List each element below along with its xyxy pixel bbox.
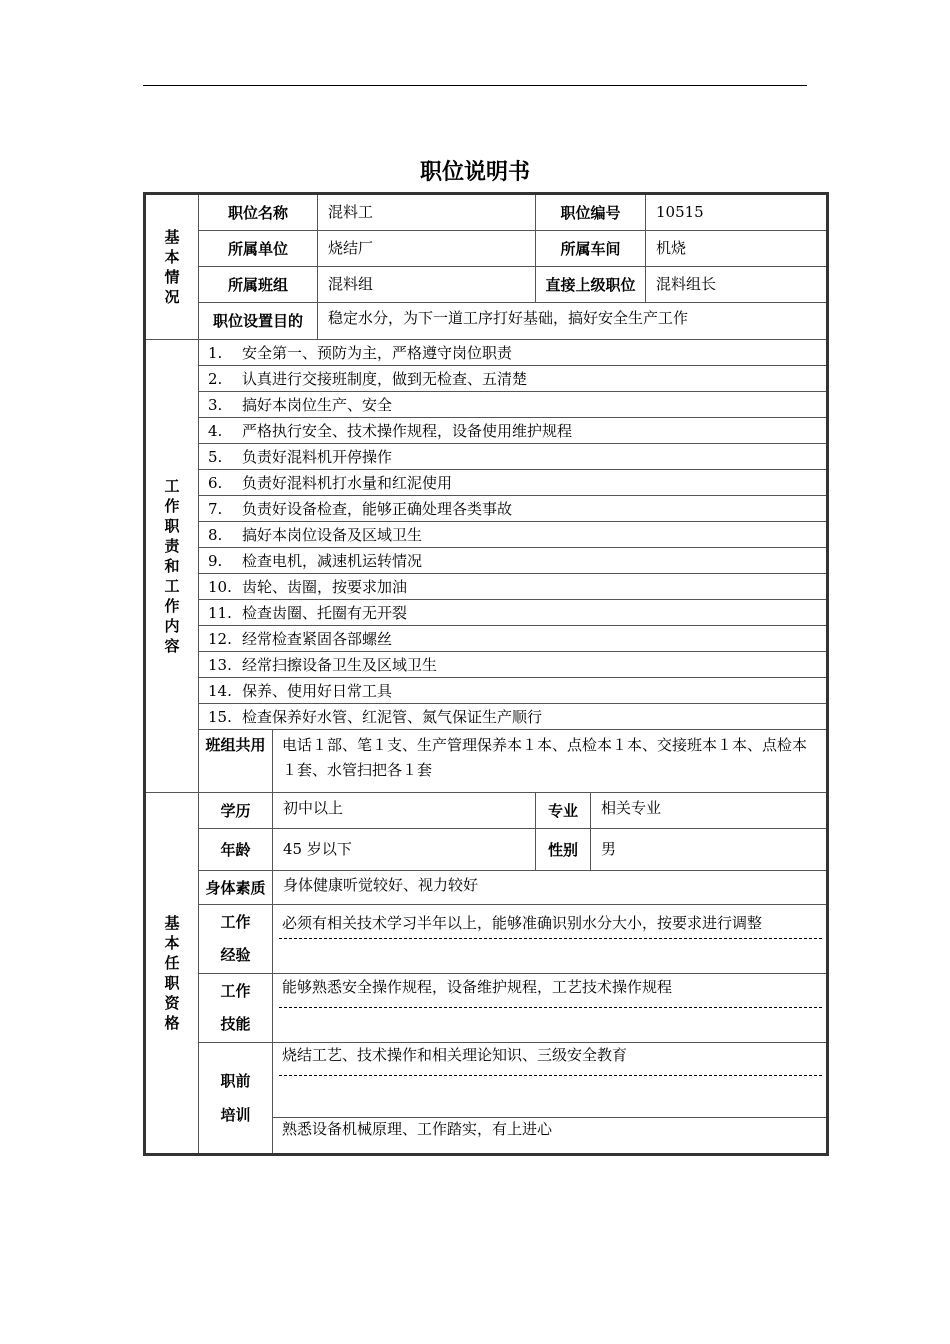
duty-item <box>199 340 826 366</box>
experience-dashed-rule <box>279 938 822 939</box>
duty-list <box>199 340 826 730</box>
duty-text: 经常检查紧固各部螺丝 <box>242 630 393 648</box>
health-value: 身体健康听觉较好、视力较好 <box>273 871 826 905</box>
duty-item <box>199 444 826 470</box>
header-rule <box>143 85 807 86</box>
team-label: 所属班组 <box>199 267 318 303</box>
duty-text: 保养、使用好日常工具 <box>242 682 393 700</box>
experience-label-line1: 工作 <box>220 913 251 931</box>
health-label: 身体素质 <box>199 871 273 905</box>
section-qualifications <box>146 793 199 1153</box>
education-label: 学历 <box>199 793 273 829</box>
duty-text: 搞好本岗位设备及区域卫生 <box>242 526 423 544</box>
training-dashed-rule <box>279 1075 822 1076</box>
unit-value: 烧结厂 <box>318 231 536 267</box>
duty-item <box>199 418 826 444</box>
purpose-label: 职位设置目的 <box>199 303 318 340</box>
supervisor-label: 直接上级职位 <box>536 267 646 303</box>
duty-item <box>199 470 826 496</box>
duty-text: 认真进行交接班制度，做到无检查、五清楚 <box>242 370 528 388</box>
gender-value: 男 <box>591 829 826 871</box>
duty-number: 2. <box>208 370 223 388</box>
duty-number: 5. <box>208 448 223 466</box>
duty-number: 7. <box>208 500 223 518</box>
training-value-2: 熟悉设备机械原理、工作踏实，有上进心 <box>282 1120 553 1138</box>
shared-items-label <box>199 730 273 793</box>
duty-number: 4. <box>208 422 223 440</box>
duty-number: 9. <box>208 552 223 570</box>
skills-value: 能够熟悉安全操作规程，设备维护规程，工艺技术操作规程 <box>273 974 826 1043</box>
duty-text: 检查保养好水管、红泥管、氮气保证生产顺行 <box>242 708 543 726</box>
age-value: 45 岁以下 <box>273 829 536 871</box>
workshop-label: 所属车间 <box>536 231 646 267</box>
position-name-label: 职位名称 <box>199 195 318 231</box>
duty-item <box>199 522 826 548</box>
duty-text: 安全第一、预防为主，严格遵守岗位职责 <box>242 344 513 362</box>
skills-label-line2: 技能 <box>220 1015 251 1033</box>
duty-item <box>199 678 826 704</box>
section-duties-label: 工作职责和工作内容 <box>164 477 180 655</box>
training-label-line1: 职前 <box>220 1072 251 1090</box>
duty-item <box>199 574 826 600</box>
duty-number: 11. <box>208 604 232 622</box>
age-label: 年龄 <box>199 829 273 871</box>
education-value: 初中以上 <box>273 793 536 829</box>
duty-number: 13. <box>208 656 232 674</box>
duty-number: 1. <box>208 344 223 362</box>
duty-number: 12. <box>208 630 232 648</box>
duty-text: 检查齿圈、托圈有无开裂 <box>242 604 408 622</box>
section-duties <box>146 340 199 793</box>
experience-value: 必须有相关技术学习半年以上，能够准确识别水分大小，按要求进行调整 <box>273 905 826 974</box>
duty-item <box>199 366 826 392</box>
skills-label <box>199 974 273 1043</box>
duty-number: 14. <box>208 682 232 700</box>
experience-label-line2: 经验 <box>220 946 251 964</box>
training-value-1: 烧结工艺、技术操作和相关理论知识、三级安全教育 <box>273 1043 826 1118</box>
section-basic-info <box>146 195 199 340</box>
duty-item <box>199 392 826 418</box>
training-label-line2: 培训 <box>220 1106 251 1124</box>
experience-label <box>199 905 273 974</box>
major-label: 专业 <box>536 793 591 829</box>
duty-item <box>199 704 826 730</box>
team-value: 混料组 <box>318 267 536 303</box>
duty-text: 齿轮、齿圈，按要求加油 <box>242 578 408 596</box>
duty-text: 负责好混料机开停操作 <box>242 448 393 466</box>
skills-dashed-rule <box>279 1007 822 1008</box>
duty-item <box>199 548 826 574</box>
document-title: 职位说明书 <box>419 160 530 185</box>
training-label <box>199 1043 273 1153</box>
duty-number: 10. <box>208 578 232 596</box>
duty-item <box>199 496 826 522</box>
duty-text: 检查电机，减速机运转情况 <box>242 552 423 570</box>
position-name-value: 混料工 <box>318 195 536 231</box>
unit-label: 所属单位 <box>199 231 318 267</box>
duty-number: 15. <box>208 708 232 726</box>
shared-items-value: 电话１部、笔１支、生产管理保养本１本、点检本１本、交接班本１本、点检本１套、水管扫把各１套 <box>273 730 826 793</box>
duty-text: 搞好本岗位生产、安全 <box>242 396 393 414</box>
duty-item <box>199 626 826 652</box>
duty-text: 严格执行安全、技术操作规程，设备使用维护规程 <box>242 422 573 440</box>
duty-item <box>199 600 826 626</box>
duty-text: 负责好设备检查，能够正确处理各类事故 <box>242 500 513 518</box>
major-value: 相关专业 <box>591 793 826 829</box>
shared-items-label-text: 班组共用 <box>205 736 266 754</box>
section-basic-info-label: 基本情况 <box>164 228 180 306</box>
gender-label: 性别 <box>536 829 591 871</box>
workshop-value: 机烧 <box>646 231 826 267</box>
duty-number: 6. <box>208 474 223 492</box>
duty-text: 负责好混料机打水量和红泥使用 <box>242 474 453 492</box>
section-qualifications-label: 基本 任职资格 <box>164 914 180 1032</box>
duty-text: 经常扫擦设备卫生及区域卫生 <box>242 656 438 674</box>
position-code-value: 10515 <box>646 195 826 231</box>
skills-label-line1: 工作 <box>220 982 251 1000</box>
duty-number: 3. <box>208 396 223 414</box>
job-description-form <box>143 192 829 1156</box>
position-code-label: 职位编号 <box>536 195 646 231</box>
duty-item <box>199 652 826 678</box>
purpose-value: 稳定水分，为下一道工序打好基础，搞好安全生产工作 <box>318 303 826 340</box>
supervisor-value: 混料组长 <box>646 267 826 303</box>
duty-number: 8. <box>208 526 223 544</box>
